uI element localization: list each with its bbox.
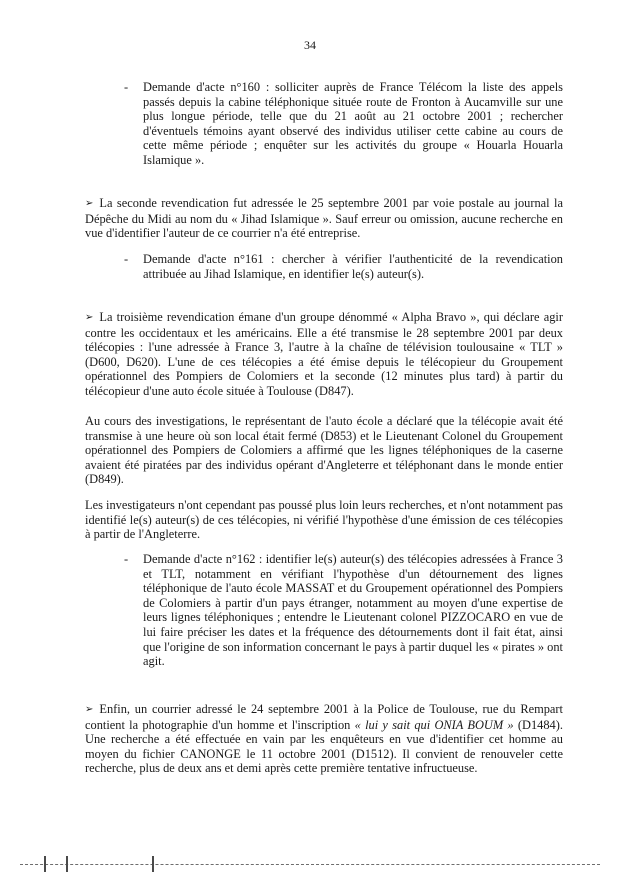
paragraph-third-claim [85, 310, 563, 399]
demand-162 [124, 552, 563, 669]
paragraph-final-text-end: (D1484). Une recherche a été effectuée en vain par les enquêteurs en vue d'identifier cet homme au moyen du fichier CANONGE le 11 octobre 2001 (D1512). Il convient de renouveler cette recherche, plus de deux ans et demi après cette première tentative infructueuse. [85, 717, 563, 776]
list-dash: - [124, 252, 129, 266]
demand-162-text: Demande d'acte n°162 : identifier le(s) auteur(s) des télécopies adressées à France 3 et TLT, notamment en vérifiant l'hypothèse d'un détournement des lignes téléphonique de l'auto école MASSAT et du Groupement opérationnel des Pompiers de Colomiers à partir d'un pays étranger, notamment au moyen d'une expertise de leurs lignes téléphoniques ; entendre le Lieutenant colonel PIZZOCARO en vue de lui faire préciser les dates et la fréquence des détournements dont il fait état, ainsi que l'origine de son information concernant le pays à partir duquel les « pirates » ont agit. [143, 552, 563, 669]
footer-scan-mark [152, 856, 154, 872]
demand-161 [124, 252, 563, 281]
paragraph-second-claim-text: La seconde revendication fut adressée le 25 septembre 2001 par voie postale au journal la Dépêche du Midi au nom du « Jihad Islamique ». Sauf erreur ou omission, aucune recherche en vue d'identifier l'auteur de ce courrier n'a été entreprise. [85, 196, 563, 241]
paragraph-investigations [85, 414, 563, 487]
list-dash: - [124, 80, 129, 94]
list-dash: - [124, 552, 129, 566]
footer-scan-rule [20, 864, 600, 865]
paragraph-third-claim-text: La troisième revendication émane d'un groupe dénommé « Alpha Bravo », qui déclare agir contre les occidentaux et les américains. Elle a été transmise le 28 septembre 2001 par deux télécopies : l'une adressée à France 3, l'autre à la chaîne de télévision toulousaine « TLT » (D600, D620). L'une de ces télécopies a été émise depuis le télécopieur du Groupement opérationnel des Pompiers de Colomiers et la seconde (12 minutes plus tard) à partir du télécopieur d'une auto école située à Toulouse (D847). [85, 310, 563, 398]
inscription-quote: « lui y sait qui ONIA BOUM » [354, 717, 514, 732]
paragraph-final-text-start: Enfin, un courrier adressé le 24 septembre 2001 à la Police de Toulouse, rue du Rempart contient la photographie d'un homme et l'inscription [85, 702, 563, 732]
paragraph-investigators [85, 498, 563, 542]
paragraph-second-claim [85, 196, 563, 241]
arrow-bullet-icon: ➢ [85, 312, 94, 323]
demand-160-text: Demande d'acte n°160 : solliciter auprès de France Télécom la liste des appels passés depuis la cabine téléphonique située route de Fronton à Aucamville sur une plus longue période, telle que du 21 août au 21 octobre 2001 ; rechercher d'éventuels témoins ayant observé des individus utiliser cette cabine au cours de cette même période ; enquêter sur les activités du groupe « Houarla Houarla Islamique ». [143, 80, 563, 167]
arrow-bullet-icon: ➢ [85, 198, 94, 209]
paragraph-investigators-text: Les investigateurs n'ont cependant pas poussé plus loin leurs recherches, et n'ont notamment pas identifié le(s) auteur(s) de ces télécopies, ni vérifié l'hypothèse d'une émission de ces télécopies à partir de l'Angleterre. [85, 498, 563, 542]
footer-scan-mark [44, 856, 46, 872]
arrow-bullet-icon: ➢ [85, 704, 94, 715]
demand-160 [124, 80, 563, 168]
page-number: 34 [304, 38, 316, 52]
paragraph-final-letter [85, 702, 563, 776]
footer-scan-mark [66, 856, 68, 872]
paragraph-investigations-text: Au cours des investigations, le représentant de l'auto école a déclaré que la télécopie avait été transmise à une heure où son local était fermé (D853) et le Lieutenant Colonel du Groupement opérationnel des Pompiers de Colomiers a affirmé que les lignes téléphoniques de la caserne avaient été piratées par des individus opérant d'Angleterre et téléphonant dans le monde entier (D849). [85, 414, 563, 487]
demand-161-text: Demande d'acte n°161 : chercher à vérifier l'authenticité de la revendication attribuée au Jihad Islamique, en identifier le(s) auteur(s). [143, 252, 563, 281]
